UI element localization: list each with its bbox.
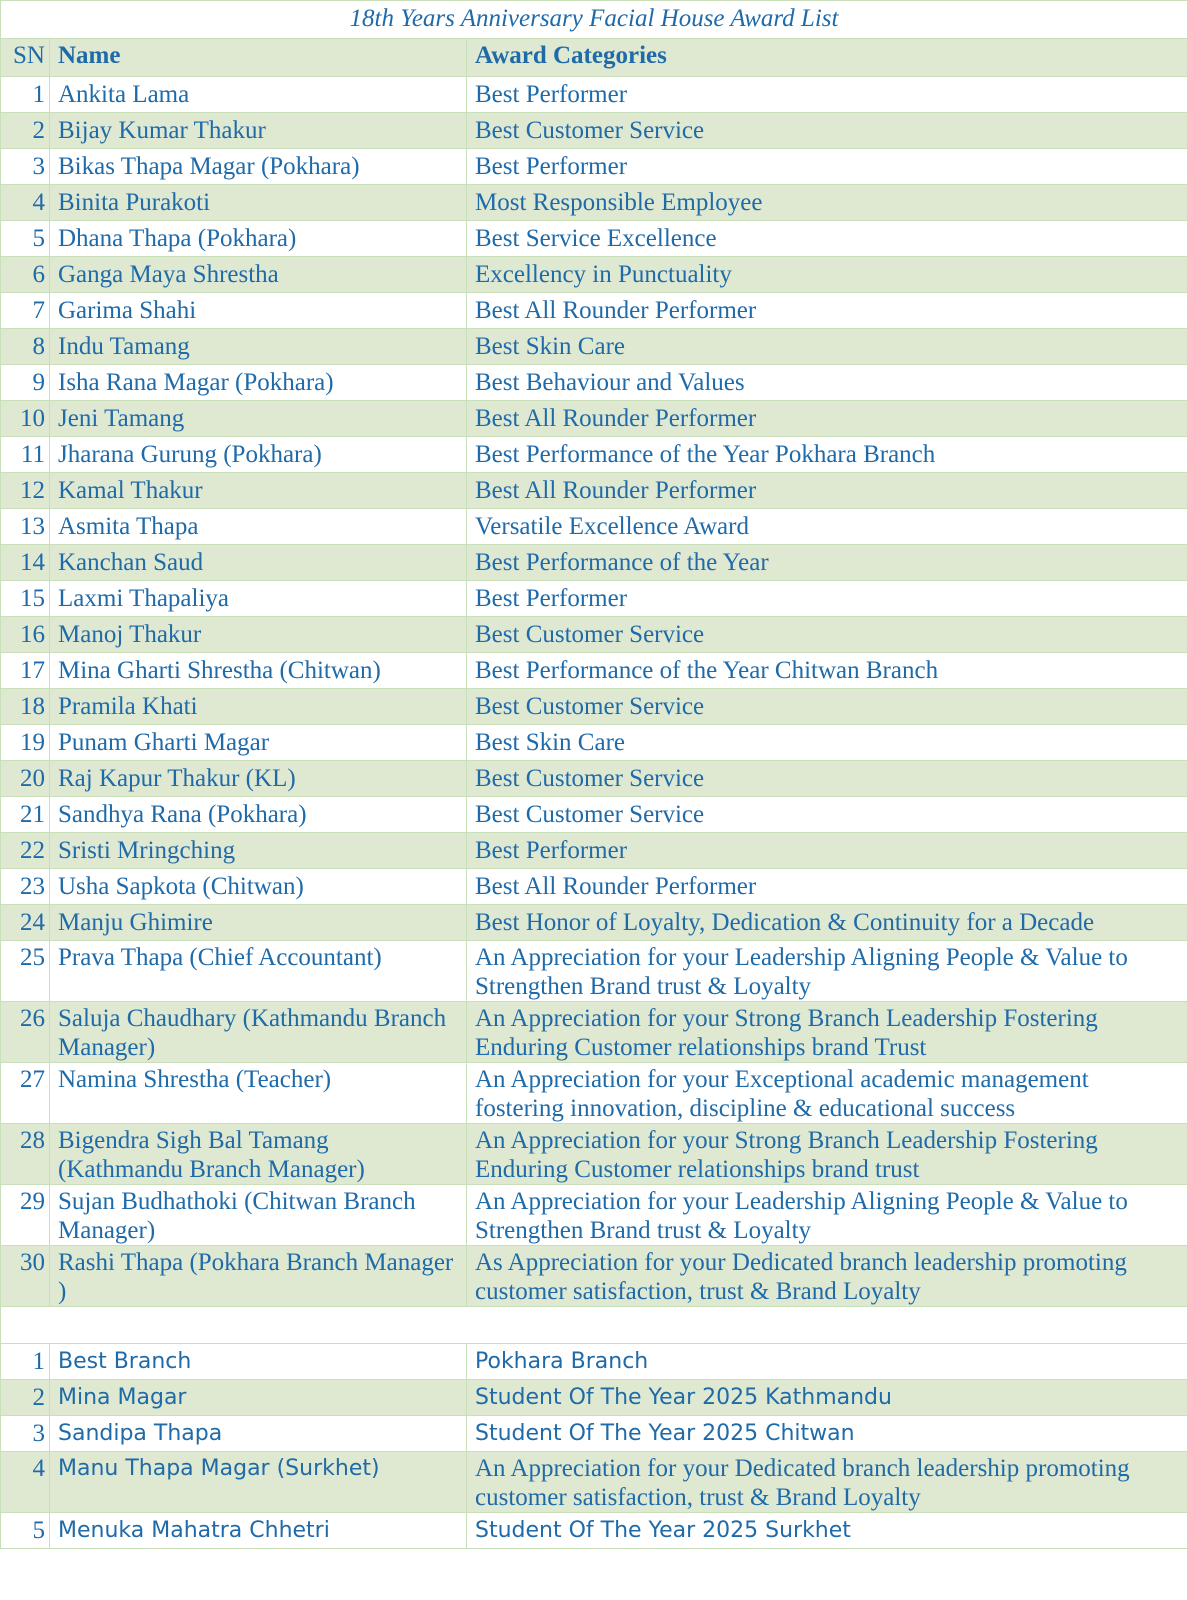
special-award-row [1,1344,1187,1380]
row-sn: 12 [1,473,50,509]
row-award: Best All Rounder Performer [467,473,1187,509]
row-name: Jeni Tamang [50,401,467,437]
row-sn: 6 [1,257,50,293]
row-award: Best Service Excellence [467,221,1187,257]
row-sn: 8 [1,329,50,365]
row-name: Bikas Thapa Magar (Pokhara) [50,149,467,185]
award-row [1,689,1187,725]
row-award: Best Honor of Loyalty, Dedication & Continuity for a Decade [467,905,1187,941]
award-row [1,293,1187,329]
row-name: Sandhya Rana (Pokhara) [50,797,467,833]
row-name: Manju Ghimire [50,905,467,941]
row-name: Best Branch [50,1344,467,1380]
row-sn: 19 [1,725,50,761]
row-sn: 1 [1,1344,50,1380]
row-name: Isha Rana Magar (Pokhara) [50,365,467,401]
header-row [1,39,1187,77]
header-sn: SN [1,39,50,77]
award-row [1,1002,1187,1063]
row-award: Best Customer Service [467,113,1187,149]
award-row [1,257,1187,293]
row-sn: 18 [1,689,50,725]
row-award: Best Performance of the Year Pokhara Branch [467,437,1187,473]
row-sn: 5 [1,1513,50,1549]
row-sn: 28 [1,1124,50,1185]
row-name: Raj Kapur Thakur (KL) [50,761,467,797]
row-name: Laxmi Thapaliya [50,581,467,617]
row-name: Garima Shahi [50,293,467,329]
row-award: Student Of The Year 2025 Kathmandu [467,1380,1187,1416]
row-award: Most Responsible Employee [467,185,1187,221]
row-sn: 20 [1,761,50,797]
row-sn: 2 [1,113,50,149]
row-sn: 17 [1,653,50,689]
row-award: Student Of The Year 2025 Chitwan [467,1416,1187,1452]
row-name: Asmita Thapa [50,509,467,545]
header-name: Name [50,39,467,77]
row-award: Best All Rounder Performer [467,293,1187,329]
row-award: An Appreciation for your Strong Branch Leadership Fostering Enduring Customer relationships brand Trust [467,1002,1187,1063]
row-name: Sristi Mringching [50,833,467,869]
row-sn: 3 [1,1416,50,1452]
award-row [1,545,1187,581]
row-award: Best Performer [467,149,1187,185]
row-sn: 26 [1,1002,50,1063]
award-row [1,365,1187,401]
award-row [1,149,1187,185]
row-sn: 30 [1,1246,50,1307]
row-award: Best Performer [467,833,1187,869]
row-award: Versatile Excellence Award [467,509,1187,545]
row-award: Best Customer Service [467,761,1187,797]
row-sn: 10 [1,401,50,437]
row-sn: 3 [1,149,50,185]
award-row [1,653,1187,689]
row-sn: 14 [1,545,50,581]
row-name: Mina Gharti Shrestha (Chitwan) [50,653,467,689]
row-name: Sandipa Thapa [50,1416,467,1452]
row-sn: 16 [1,617,50,653]
row-sn: 24 [1,905,50,941]
row-sn: 11 [1,437,50,473]
row-name: Kanchan Saud [50,545,467,581]
row-award: Student Of The Year 2025 Surkhet [467,1513,1187,1549]
row-sn: 1 [1,77,50,113]
row-name: Bigendra Sigh Bal Tamang (Kathmandu Branch Manager) [50,1124,467,1185]
row-award: Best Customer Service [467,797,1187,833]
row-name: Pramila Khati [50,689,467,725]
award-row [1,221,1187,257]
row-sn: 15 [1,581,50,617]
row-award: Best Performance of the Year [467,545,1187,581]
row-award: Best Skin Care [467,329,1187,365]
row-sn: 13 [1,509,50,545]
row-sn: 27 [1,1063,50,1124]
row-award: An Appreciation for your Exceptional academic management fostering innovation, discipline & educational success [467,1063,1187,1124]
award-row [1,941,1187,1002]
row-sn: 22 [1,833,50,869]
award-row [1,437,1187,473]
row-award: Best All Rounder Performer [467,869,1187,905]
row-name: Jharana Gurung (Pokhara) [50,437,467,473]
row-name: Sujan Budhathoki (Chitwan Branch Manager) [50,1185,467,1246]
row-name: Bijay Kumar Thakur [50,113,467,149]
row-name: Kamal Thakur [50,473,467,509]
row-sn: 5 [1,221,50,257]
row-sn: 23 [1,869,50,905]
row-name: Dhana Thapa (Pokhara) [50,221,467,257]
row-name: Mina Magar [50,1380,467,1416]
title-row [1,1,1187,39]
award-row [1,581,1187,617]
row-name: Namina Shrestha (Teacher) [50,1063,467,1124]
special-award-row [1,1513,1187,1549]
row-name: Manoj Thakur [50,617,467,653]
award-row [1,1246,1187,1307]
award-row [1,1124,1187,1185]
row-award: Best Behaviour and Values [467,365,1187,401]
special-award-row [1,1380,1187,1416]
row-name: Saluja Chaudhary (Kathmandu Branch Manager) [50,1002,467,1063]
award-row [1,185,1187,221]
special-award-row [1,1452,1187,1513]
award-row [1,509,1187,545]
award-row [1,77,1187,113]
row-award: Best Skin Care [467,725,1187,761]
award-row [1,113,1187,149]
award-row [1,1063,1187,1124]
row-sn: 4 [1,185,50,221]
row-award: Best All Rounder Performer [467,401,1187,437]
award-row [1,473,1187,509]
row-name: Menuka Mahatra Chhetri [50,1513,467,1549]
award-row [1,869,1187,905]
row-name: Indu Tamang [50,329,467,365]
row-sn: 21 [1,797,50,833]
award-row [1,1185,1187,1246]
row-name: Ganga Maya Shrestha [50,257,467,293]
row-name: Prava Thapa (Chief Accountant) [50,941,467,1002]
row-name: Manu Thapa Magar (Surkhet) [50,1452,467,1513]
special-award-row [1,1416,1187,1452]
award-row [1,905,1187,941]
row-award: Excellency in Punctuality [467,257,1187,293]
row-name: Usha Sapkota (Chitwan) [50,869,467,905]
row-award: Best Performer [467,77,1187,113]
page-title: 18th Years Anniversary Facial House Award List [1,1,1187,39]
row-sn: 29 [1,1185,50,1246]
row-award: Best Customer Service [467,617,1187,653]
row-award: Pokhara Branch [467,1344,1187,1380]
award-row [1,725,1187,761]
row-award: An Appreciation for your Dedicated branch leadership promoting customer satisfaction, trust & Brand Loyalty [467,1452,1187,1513]
header-award: Award Categories [467,39,1187,77]
award-row [1,833,1187,869]
row-award: As Appreciation for your Dedicated branch leadership promoting customer satisfaction, trust & Brand Loyalty [467,1246,1187,1307]
row-name: Punam Gharti Magar [50,725,467,761]
row-award: An Appreciation for your Leadership Aligning People & Value to Strengthen Brand trust & Loyalty [467,1185,1187,1246]
row-award: Best Performer [467,581,1187,617]
award-row [1,329,1187,365]
row-name: Ankita Lama [50,77,467,113]
row-sn: 4 [1,1452,50,1513]
row-name: Binita Purakoti [50,185,467,221]
award-row [1,401,1187,437]
row-award: Best Customer Service [467,689,1187,725]
row-award: Best Performance of the Year Chitwan Branch [467,653,1187,689]
award-row [1,797,1187,833]
row-award: An Appreciation for your Strong Branch Leadership Fostering Enduring Customer relationships brand trust [467,1124,1187,1185]
row-sn: 7 [1,293,50,329]
award-row [1,761,1187,797]
row-name: Rashi Thapa (Pokhara Branch Manager ) [50,1246,467,1307]
section-spacer-row [1,1307,1187,1344]
row-sn: 25 [1,941,50,1002]
row-sn: 2 [1,1380,50,1416]
row-award: An Appreciation for your Leadership Aligning People & Value to Strengthen Brand trust & Loyalty [467,941,1187,1002]
award-row [1,617,1187,653]
row-sn: 9 [1,365,50,401]
